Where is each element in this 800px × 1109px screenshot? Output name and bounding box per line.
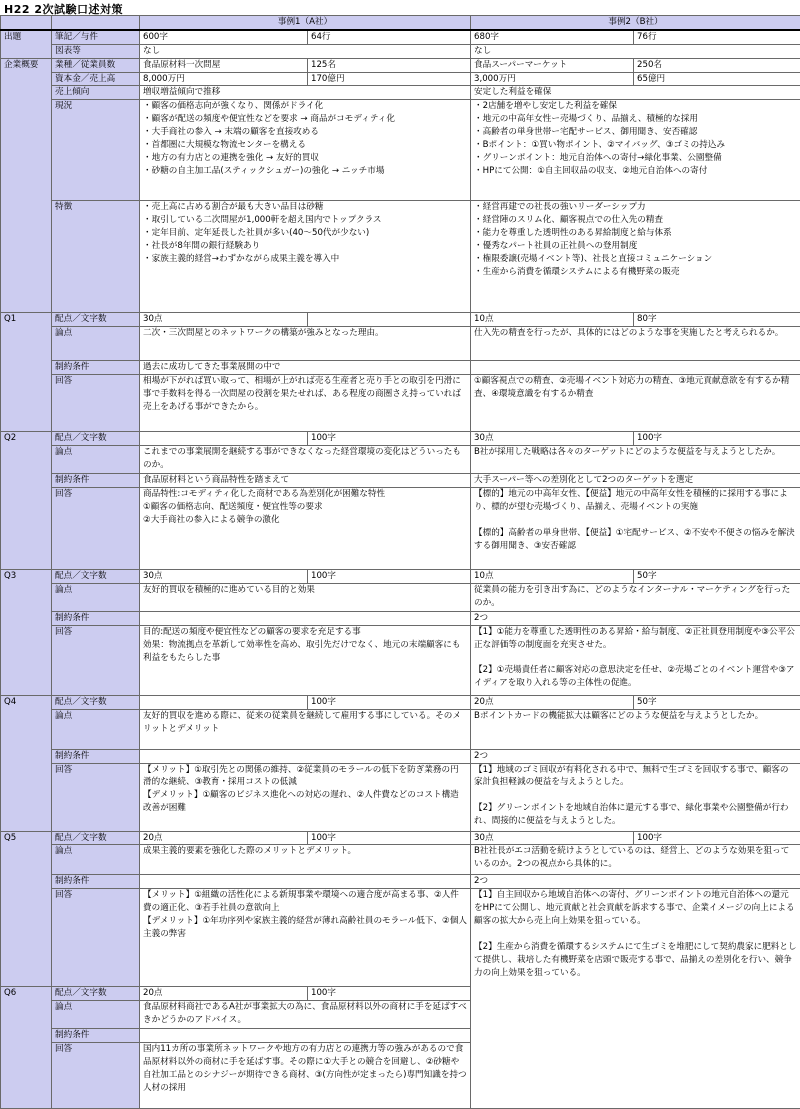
question-label: Q4 xyxy=(1,695,52,831)
a-ronten: 成果主義的要素を強化した際のメリットとデメリット。 xyxy=(140,845,471,875)
question-label: Q2 xyxy=(1,432,52,570)
b-moji: 50字 xyxy=(634,695,800,709)
exam-table xyxy=(0,15,800,1109)
question-label: Q3 xyxy=(1,570,52,696)
b-ronten: B社社長がエコ活動を続けようとしているのは、経営上、どのような効果を狙っているのか。2つの視点から具体的に。 xyxy=(471,845,800,875)
a-ronten: 友好的買収を積極的に進めている目的と効果 xyxy=(140,583,471,611)
b-juugyouin: 250名 xyxy=(634,58,800,72)
a-haiten xyxy=(140,432,308,446)
question-label: Q5 xyxy=(1,831,52,987)
b-haiten: 20点 xyxy=(471,695,634,709)
row-label-haiten: 配点／文字数 xyxy=(52,831,140,845)
b-kaitou: ①顧客視点での精査、②売場イベント対応力の精査、③地元貢献意欲を有するか精査、④環境意識を有するか精査 xyxy=(471,375,800,432)
b-ronten: 仕入先の精査を行ったが、具体的にはどのような事を実施したと考えられるか。 xyxy=(471,327,800,361)
row-label-kaitou: 回答 xyxy=(52,889,140,987)
row-label-haiten: 配点／文字数 xyxy=(52,570,140,584)
row-label-seiyaku: 制約条件 xyxy=(52,749,140,763)
a-tokuchou: ・売上高に占める割合が最も大きい品目は砂糖 ・取引している二次問屋が1,000軒を超え国内でトップクラス ・定年目前、定年延長した社員が多い(40～50代が少ない) ・社長が8年間の銀行経験あり ・家族主義的経営→わずかながら成果主義を導入中 xyxy=(140,201,471,313)
row-label-ronten: 論点 xyxy=(52,845,140,875)
a-haiten: 30点 xyxy=(140,570,308,584)
row-label-uriage-keikou: 売上傾向 xyxy=(52,86,140,100)
row-label-ronten: 論点 xyxy=(52,709,140,749)
b-seiyaku: 2つ xyxy=(471,749,800,763)
row-label-hikki: 筆記／与件 xyxy=(52,30,140,44)
b-haiten: 30点 xyxy=(471,432,634,446)
row-label-seiyaku: 制約条件 xyxy=(52,611,140,625)
a-moji xyxy=(308,313,471,327)
row-label-gyoushu: 業種／従業員数 xyxy=(52,58,140,72)
row-label-haiten: 配点／文字数 xyxy=(52,432,140,446)
b-haiten: 10点 xyxy=(471,313,634,327)
a-seiyaku xyxy=(140,749,471,763)
b-haiten: 10点 xyxy=(471,570,634,584)
row-label-kaitou: 回答 xyxy=(52,625,140,695)
b-moji: 80字 xyxy=(634,313,800,327)
section-label-kigyou: 企業概要 xyxy=(1,58,52,313)
a-seiyaku: 過去に成功してきた事業展開の中で xyxy=(140,361,471,375)
b-kaitou: 【1】地域のゴミ回収が有料化される中で、無料で生ゴミを回収する事で、顧客の家計負担軽減の便益を与えようとした。 【2】グリーンポイントを地域自治体に還元する事で、緑化事業や公園整備が行われ、間接的に便益を与えようとした。 xyxy=(471,763,800,831)
a-seiyaku xyxy=(140,611,471,625)
row-label-seiyaku: 制約条件 xyxy=(52,361,140,375)
row-label-kaitou: 回答 xyxy=(52,488,140,570)
b-seiyaku: 大手スーパー等への差別化として2つのターゲットを選定 xyxy=(471,474,800,488)
a-haiten: 20点 xyxy=(140,987,308,1001)
a-ronten: 二次・三次問屋とのネットワークの構築が強みとなった理由。 xyxy=(140,327,471,361)
b-ronten: 従業員の能力を引き出す為に、どのようなインターナル・マーケティングを行ったのか。 xyxy=(471,583,800,611)
a-kaitou: 【メリット】①組織の活性化による新規事業や環境への適合度が高まる事、②人件費の適正化、③若手社員の意欲向上 【デメリット】①年功序列や家族主義的経営が薄れ高齢社員のモラール低下、②個人主義の弊害 xyxy=(140,889,471,987)
a-gyoushu: 食品原材料一次問屋 xyxy=(140,58,308,72)
row-label-shihon: 資本金／売上高 xyxy=(52,72,140,86)
b-haiten: 30点 xyxy=(471,831,634,845)
a-moji: 100字 xyxy=(308,987,471,1001)
b-genkyou: ・2店舗を増やし安定した利益を確保 ・地元の中高年女性ー売場づくり、品揃え、積極的な採用 ・高齢者の単身世帯ー宅配サービス、御用聞き、安否確認 ・Bポイント：①買い物ポイント、②マイバッグ、③ゴミの持込み ・グリーンポイント：地元自治体への寄付→緑化事業、公園整備 ・HPにて公開：①自主回収品の収支、②地元自治体への寄付 xyxy=(471,100,800,201)
a-seiyaku xyxy=(140,875,471,889)
row-label-kaitou: 回答 xyxy=(52,375,140,432)
a-kaitou: 目的:配送の頻度や便宜性などの顧客の要求を充足する事 効果：物流拠点を革新して効率性を高め、取引先だけでなく、地元の末端顧客にも利益をもたらした事 xyxy=(140,625,471,695)
b-shihon: 3,000万円 xyxy=(471,72,634,86)
a-kaitou: 商品特性:コモディティ化した商材である為差別化が困難な特性 ①顧客の価格志向、配送頻度・便宜性等の要求 ②大手商社の参入による競争の激化 xyxy=(140,488,471,570)
question-label: Q6 xyxy=(1,987,52,1109)
a-zuhyou: なし xyxy=(140,44,471,58)
case-a-header: 事例1（A社） xyxy=(140,16,471,30)
a-seiyaku xyxy=(140,1029,471,1043)
b-kaitou: 【1】自主回収から地域自治体への寄付、グリーンポイントの地元自治体への還元をHPにて公開し、地元貢献と社会貢献を訴求する事で、企業イメージの向上による顧客の拡大から売上向上効果を狙っている。 【2】生産から消費を循環するシステムにて生ゴミを堆肥にして契約農家に肥料として提供し、栽培した有機野菜を店頭で販売する事で、品揃えの差別化を行い、競争力の向上効果を狙っている。 xyxy=(471,889,800,1109)
row-label-kaitou: 回答 xyxy=(52,763,140,831)
row-label-ronten: 論点 xyxy=(52,327,140,361)
b-zuhyou: なし xyxy=(471,44,800,58)
b-hikki: 680字 xyxy=(471,30,634,44)
row-label-seiyaku: 制約条件 xyxy=(52,1029,140,1043)
a-shihon: 8,000万円 xyxy=(140,72,308,86)
a-moji: 100字 xyxy=(308,831,471,845)
a-seiyaku: 食品原材料という商品特性を踏まえて xyxy=(140,474,471,488)
a-juugyouin: 125名 xyxy=(308,58,471,72)
b-gyoushu: 食品スーパーマーケット xyxy=(471,58,634,72)
a-ronten: 食品原材料商社であるA社が事業拡大の為に、食品原材料以外の商材に手を延ばすべきかどうかのアドバイス。 xyxy=(140,1001,471,1029)
case-b-header: 事例2（B社） xyxy=(471,16,800,30)
a-genkyou: ・顧客の価格志向が強くなり、関係がドライ化 ・顧客が配送の頻度や便宜性などを要求 → 商品がコモディティ化 ・大手商社の参入 → 末端の顧客を直接攻める ・首都圏に大規模な物流センターを構える ・地方の有力店との連携を強化 → 友好的買収 ・砂糖の自主加工品(スティックシュガー)の強化 → ニッチ市場 xyxy=(140,100,471,201)
row-label-seiyaku: 制約条件 xyxy=(52,875,140,889)
a-moji: 100字 xyxy=(308,432,471,446)
b-ronten: Bポイントカードの機能拡大は顧客にどのような便益を与えようとしたか。 xyxy=(471,709,800,749)
a-haiten: 20点 xyxy=(140,831,308,845)
b-moji: 100字 xyxy=(634,432,800,446)
row-label-haiten: 配点／文字数 xyxy=(52,987,140,1001)
question-label: Q1 xyxy=(1,313,52,432)
row-label-ronten: 論点 xyxy=(52,1001,140,1029)
a-gyou: 64行 xyxy=(308,30,471,44)
a-kaitou: 国内11カ所の事業所ネットワークや地方の有力店との連携力等の強みがあるので食品原材料以外の商材に手を延ばす事。その際に①大手との競合を回避し、②砂糖や自社加工品とのシナジーが期待できる商材、③(方向性が定まったら)専門知識を持つ人材の採用 xyxy=(140,1043,471,1109)
row-label-tokuchou: 特徴 xyxy=(52,201,140,313)
b-ronten: B社が採用した戦略は各々のターゲットにどのような便益を与えようとしたか。 xyxy=(471,446,800,474)
row-label-haiten: 配点／文字数 xyxy=(52,313,140,327)
row-label-seiyaku: 制約条件 xyxy=(52,474,140,488)
b-uriage-keikou: 安定した利益を確保 xyxy=(471,86,800,100)
b-moji: 100字 xyxy=(634,831,800,845)
a-haiten xyxy=(140,695,308,709)
a-ronten: 友好的買収を進める際に、従来の従業員を継続して雇用する事にしている。そのメリットとデメリット xyxy=(140,709,471,749)
b-kaitou: 【標的】地元の中高年女性、【便益】地元の中高年女性を積極的に採用する事により、標的が望む売場づくり、品揃え、売場イベントの実施 【標的】高齢者の単身世帯、【便益】①宅配サービス、②不安や不便さの悩みを解決する御用聞き、③安否確認 xyxy=(471,488,800,570)
a-ronten: これまでの事業展開を継続する事ができなくなった経営環境の変化はどういったものか。 xyxy=(140,446,471,474)
row-label-haiten: 配点／文字数 xyxy=(52,695,140,709)
section-label-shutsudai: 出題 xyxy=(1,30,52,58)
a-uriagedaka: 170億円 xyxy=(308,72,471,86)
a-moji: 100字 xyxy=(308,570,471,584)
row-label-ronten: 論点 xyxy=(52,446,140,474)
b-uriagedaka: 65億円 xyxy=(634,72,800,86)
b-moji: 50字 xyxy=(634,570,800,584)
row-label-ronten: 論点 xyxy=(52,583,140,611)
b-seiyaku: 2つ xyxy=(471,611,800,625)
b-gyou: 76行 xyxy=(634,30,800,44)
b-tokuchou: ・経営再建での社長の強いリーダーシップ力 ・経営陣のスリム化、顧客視点での仕入先の精査 ・能力を尊重した透明性のある昇給制度と給与体系 ・優秀なパート社員の正社員への登用制度 ・権限委譲(売場イベント等)、社長と直接コミュニケーション ・生産から消費を循環システムによる有機野菜の販売 xyxy=(471,201,800,313)
a-haiten: 30点 xyxy=(140,313,308,327)
b-seiyaku: 2つ xyxy=(471,875,800,889)
a-kaitou: 【メリット】①取引先との関係の維持、②従業員のモラールの低下を防ぎ業務の円滑的な継続、③教育・採用コストの低減 【デメリット】①顧客のビジネス進化への対応の遅れ、②人件費などのコスト構造改善が困難 xyxy=(140,763,471,831)
row-label-zuhyou: 図表等 xyxy=(52,44,140,58)
row-label-genkyou: 現況 xyxy=(52,100,140,201)
a-kaitou: 相場が下がれば買い取って、相場が上がれば売る生産者と売り手との取引を円滑に事で手数料を得る一次問屋の役割を果たせれば、ある程度の商圏さえ持っていれば売上をあげる事ができたから。 xyxy=(140,375,471,432)
a-uriage-keikou: 増収増益傾向で推移 xyxy=(140,86,471,100)
row-label-kaitou: 回答 xyxy=(52,1043,140,1109)
b-seiyaku xyxy=(471,361,800,375)
a-hikki: 600字 xyxy=(140,30,308,44)
a-moji: 100字 xyxy=(308,695,471,709)
b-kaitou: 【1】①能力を尊重した透明性のある昇給・給与制度、②正社員登用制度や③公平公正な評価等の制度面を充実させた。 【2】①売場責任者に顧客対応の意思決定を任せ、②売場ごとのイベント運営や③アイディアを取り入れる等の主体性の促進。 xyxy=(471,625,800,695)
page-title: H22 2次試験口述対策 xyxy=(4,3,123,16)
